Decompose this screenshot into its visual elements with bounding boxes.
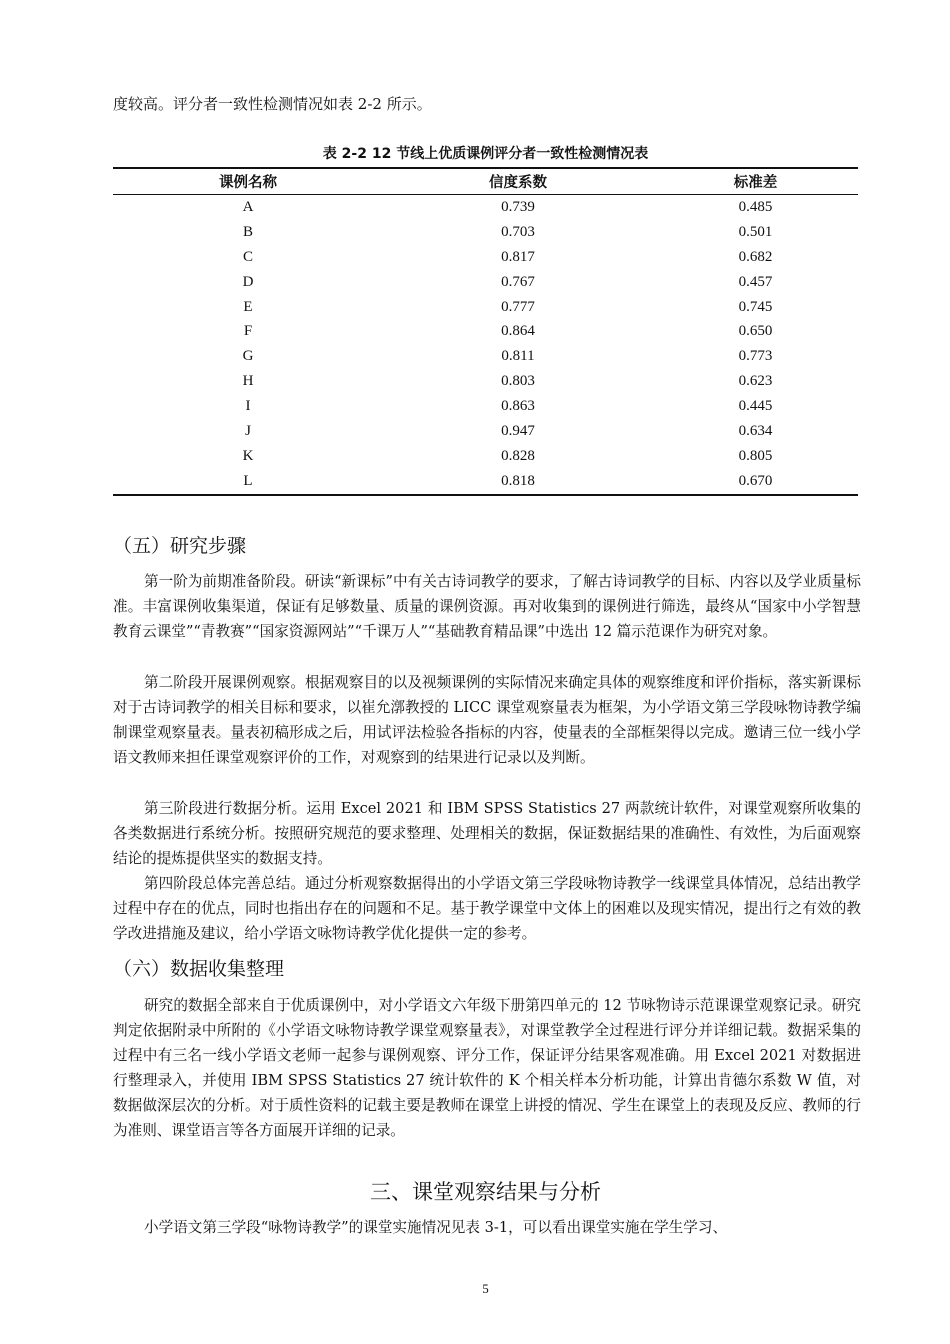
table-row <box>113 245 858 270</box>
cell-reliability: 0.863 <box>501 398 535 415</box>
cell-std-dev: 0.445 <box>738 398 773 415</box>
table-row <box>113 195 858 220</box>
cell-std-dev: 0.650 <box>738 323 773 340</box>
cell-reliability: 0.864 <box>501 323 535 340</box>
section-5-paragraph-3: 第三阶段进行数据分析。运用 Excel 2021 和 IBM SPSS Statistics 27 两款统计软件，对课堂观察所收集的各类数据进行系统分析。按照研究规范的要求整理、处理相关的数据，保证数据结果的准确性、有效性，为后面观察结论的提炼提供坚实的数据支持。 <box>113 800 861 867</box>
cell-std-dev: 0.805 <box>738 447 773 464</box>
cell-reliability: 0.828 <box>501 447 535 464</box>
section-5-paragraph-2: 第二阶段开展课例观察。根据观察目的以及视频课例的实际情况来确定具体的观察维度和评价指标，落实新课标对于古诗词教学的相关目标和要求，以崔允漷教授的 LICC 课堂观察量表为框架，为小学语文第三学段咏物诗教学编制课堂观察量表。量表初稿形成之后，用试评法检验各指标的内容，使量表的全部框架得以完成。邀请三位一线小学语文教师来担任课堂观察评价的工作，对观察到的结果进行记录以及判断。 <box>113 674 861 766</box>
table-row <box>113 369 858 394</box>
cell-lesson-name: C <box>242 248 253 265</box>
section-6-paragraph-1: 研究的数据全部来自于优质课例中，对小学语文六年级下册第四单元的 12 节咏物诗示范课课堂观察记录。研究判定依据附录中所附的《小学语文咏物诗教学课堂观察量表》，对课堂教学全过程进行评分并详细记载。数据采集的过程中有三名一线小学语文老师一起参与课例观察、评分工作，保证评分结果客观准确。用 Excel 2021 对数据进行整理录入，并使用 IBM SPSS Statistics 27 统计软件的 K 个相关样本分析功能，计算出肯德尔系数 W 值，对数据做深层次的分析。对于质性资料的记载主要是教师在课堂上讲授的情况、学生在课堂上的表现及反应、教师的行为准则、课堂语言等各方面展开详细的记录。 <box>113 997 861 1139</box>
table-row <box>113 469 858 495</box>
cell-reliability: 0.818 <box>383 469 653 495</box>
header-std-dev: 标准差 <box>653 168 858 195</box>
table-row <box>113 444 858 469</box>
table-header-row <box>113 168 858 195</box>
cell-reliability: 0.803 <box>501 373 535 390</box>
cell-std-dev: 0.457 <box>738 273 773 290</box>
cell-reliability: 0.777 <box>501 298 535 315</box>
cell-reliability: 0.817 <box>501 248 535 265</box>
table-body <box>113 195 858 495</box>
table-row <box>113 220 858 245</box>
table-row <box>113 344 858 369</box>
cell-std-dev: 0.623 <box>738 373 773 390</box>
section-5-paragraph-1: 第一阶为前期准备阶段。研读“新课标”中有关古诗词教学的要求，了解古诗词教学的目标、内容以及学业质量标准。丰富课例收集渠道，保证有足够数量、质量的课例资源。再对收集到的课例进行筛选，最终从“国家中小学智慧教育云课堂”“青教赛”“国家资源网站”“千课万人”“基础教育精品课”中选出 12 篇示范课作为研究对象。 <box>113 573 861 640</box>
cell-lesson-name: K <box>242 447 254 464</box>
section-5-paragraph-4: 第四阶段总体完善总结。通过分析观察数据得出的小学语文第三学段咏物诗教学一线课堂具体情况，总结出教学过程中存在的优点，同时也指出存在的问题和不足。基于教学课堂中文体上的困难以及现实情况，提出行之有效的教学改进措施及建议，给小学语文咏物诗教学优化提供一定的参考。 <box>113 875 861 942</box>
cell-lesson-name: G <box>242 348 254 365</box>
cell-reliability: 0.811 <box>501 348 535 365</box>
cell-std-dev: 0.485 <box>738 198 773 215</box>
table-row <box>113 270 858 295</box>
table-row <box>113 295 858 320</box>
table-row <box>113 319 858 344</box>
table-caption: 表 2-2 12 节线上优质课例评分者一致性检测情况表 <box>322 146 649 162</box>
table-row <box>113 394 858 419</box>
cell-std-dev: 0.670 <box>653 469 858 495</box>
cell-lesson-name: F <box>243 323 253 340</box>
cell-std-dev: 0.634 <box>738 422 773 439</box>
cell-lesson-name: A <box>242 198 254 215</box>
lead-text: 度较高。评分者一致性检测情况如表 2-2 所示。 <box>113 95 432 113</box>
header-lesson-name: 课例名称 <box>113 168 383 195</box>
cell-lesson-name: H <box>242 373 254 390</box>
page-number: 5 <box>482 1281 489 1296</box>
cell-lesson-name: I <box>245 398 251 415</box>
cell-lesson-name: B <box>242 223 253 240</box>
cell-std-dev: 0.745 <box>738 298 773 315</box>
cell-reliability: 0.767 <box>501 273 535 290</box>
cell-reliability: 0.947 <box>501 422 535 439</box>
section-5-heading: （五）研究步骤 <box>113 535 247 557</box>
cell-lesson-name: E <box>243 298 253 315</box>
chapter-3-heading: 三、课堂观察结果与分析 <box>370 1180 601 1204</box>
cell-lesson-name: J <box>245 422 251 439</box>
header-reliability: 信度系数 <box>383 168 653 195</box>
cell-std-dev: 0.501 <box>738 223 773 240</box>
consistency-table <box>113 167 858 496</box>
cell-lesson-name: D <box>242 273 254 290</box>
table-row <box>113 419 858 444</box>
cell-reliability: 0.739 <box>501 198 535 215</box>
section-6-heading: （六）数据收集整理 <box>113 958 285 980</box>
cell-std-dev: 0.773 <box>738 348 773 365</box>
cell-reliability: 0.703 <box>501 223 535 240</box>
cell-lesson-name: L <box>113 469 383 495</box>
cell-std-dev: 0.682 <box>738 248 773 265</box>
chapter-3-intro: 小学语文第三学段“咏物诗教学”的课堂实施情况见表 3-1，可以看出课堂实施在学生学习、 <box>144 1219 728 1236</box>
